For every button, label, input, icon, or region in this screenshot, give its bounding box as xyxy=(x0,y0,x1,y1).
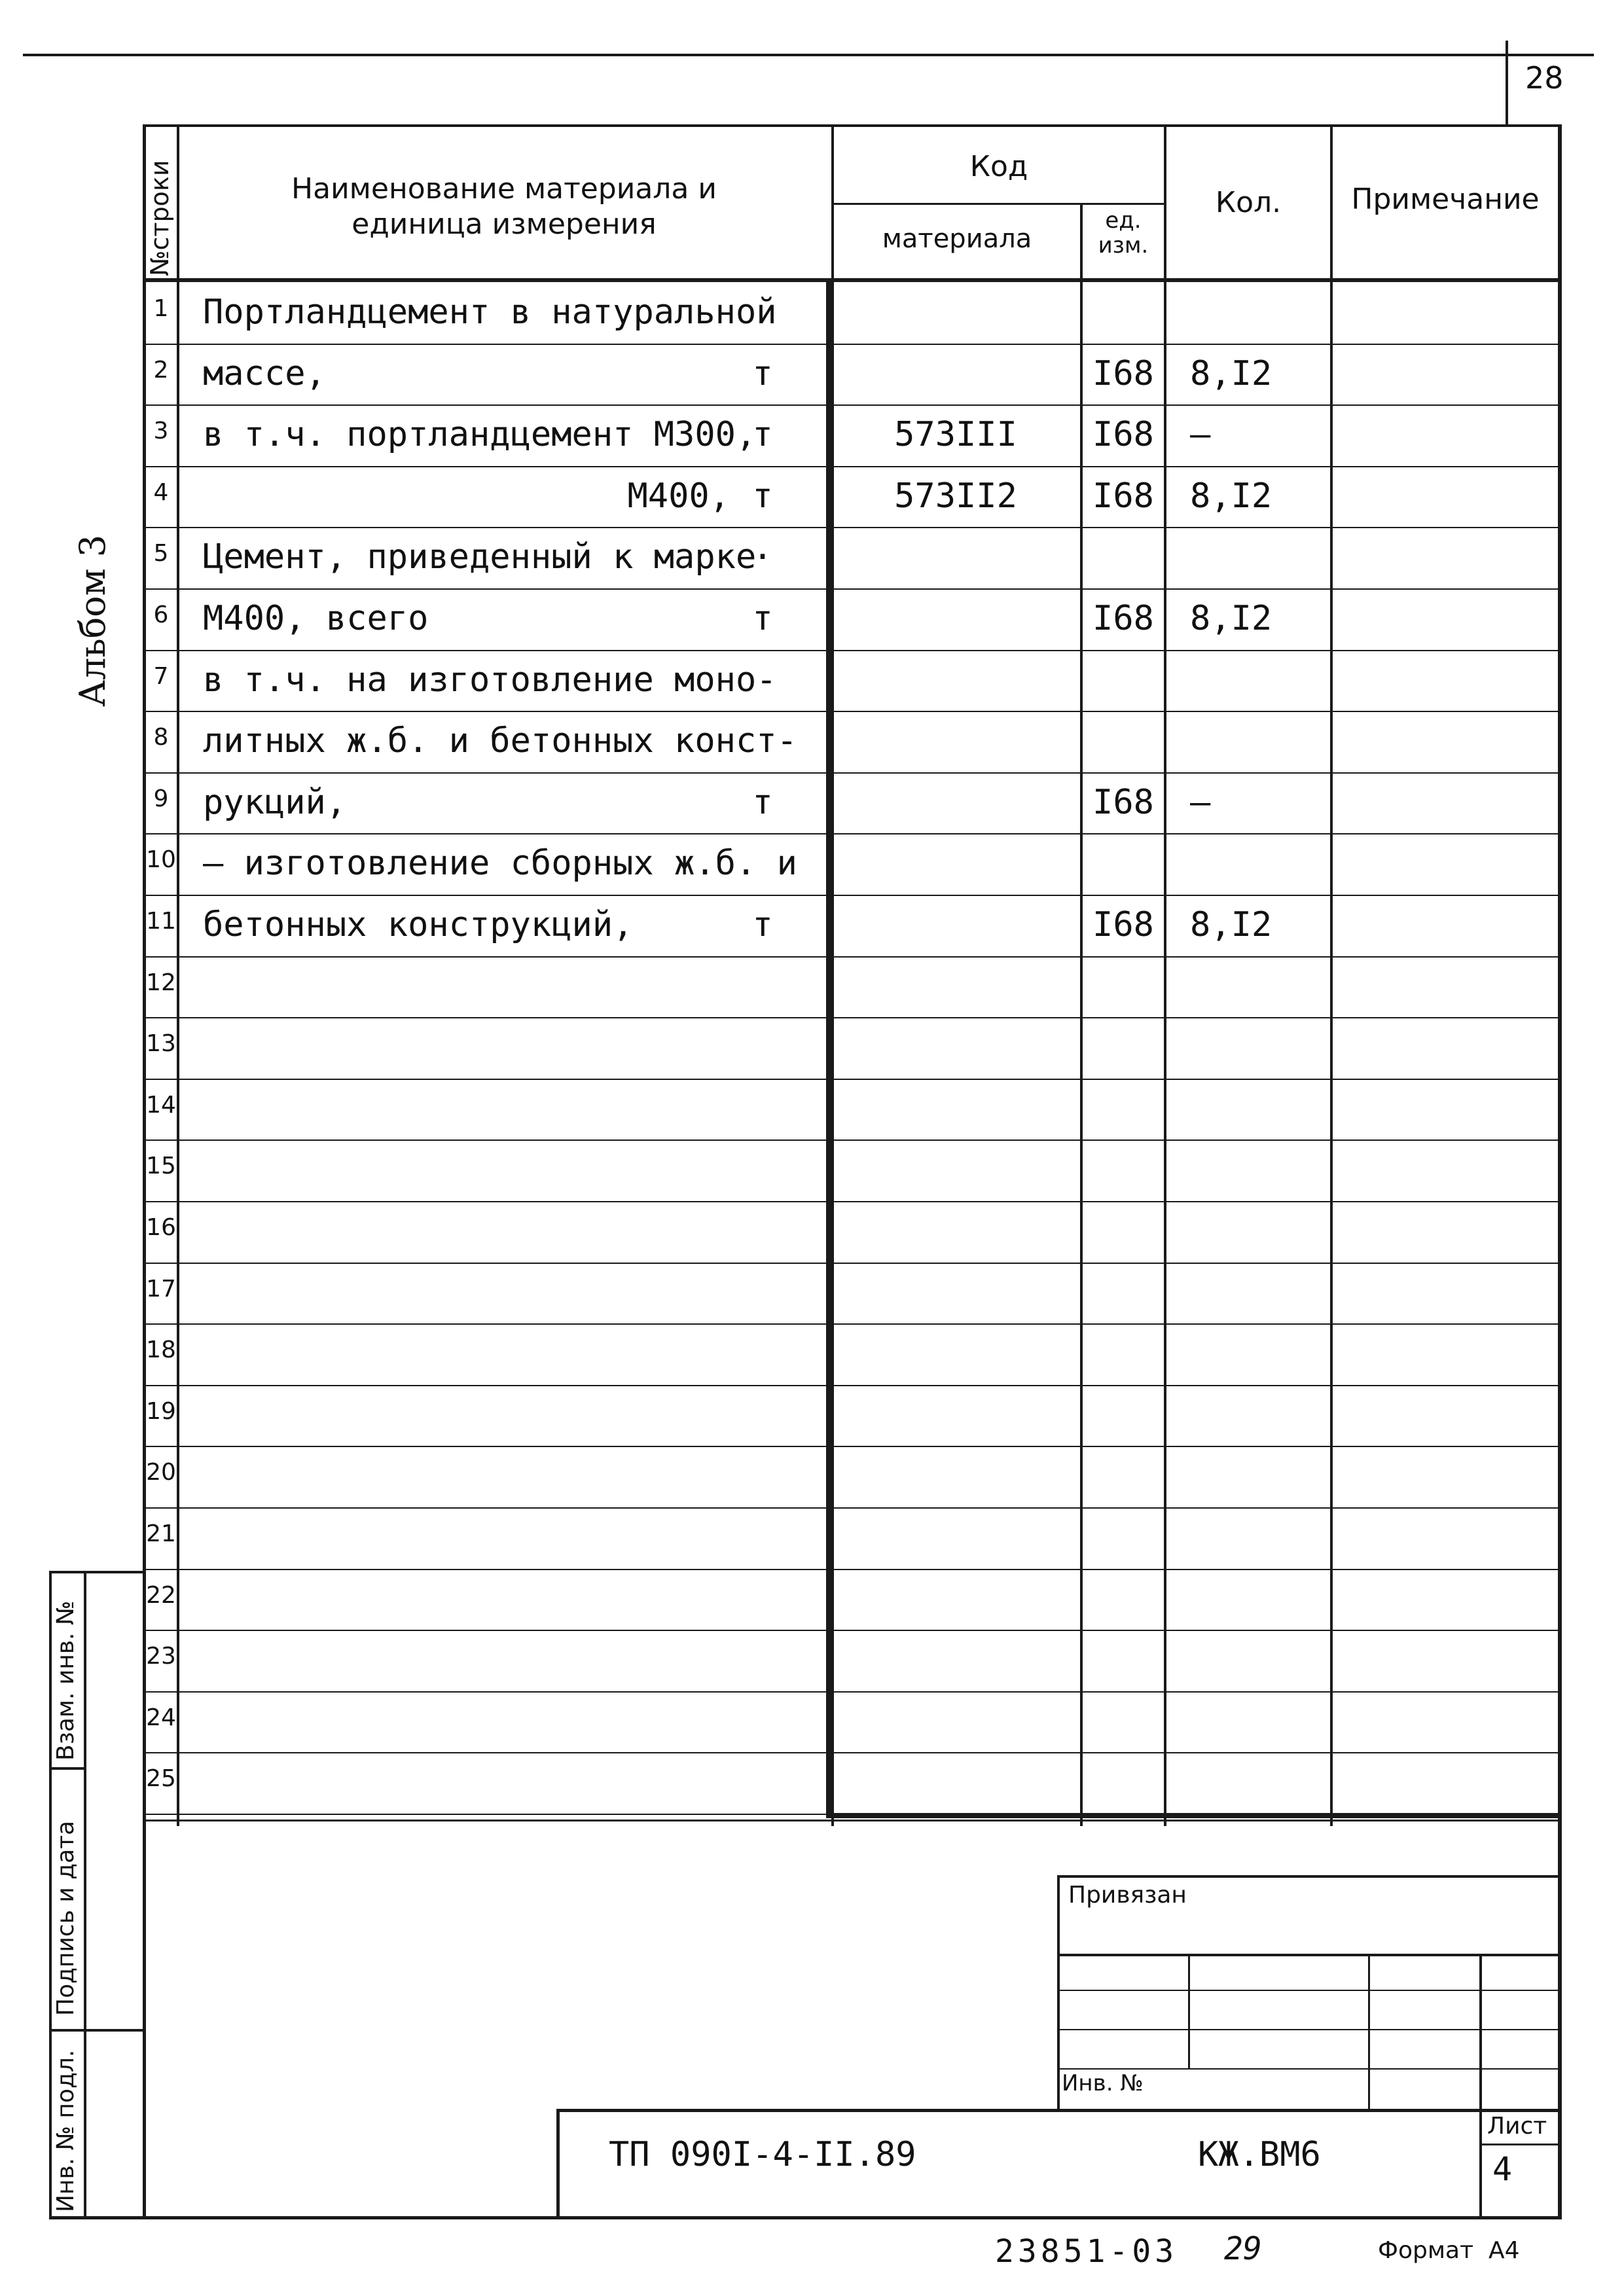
material-name: М400, всего xyxy=(203,599,429,638)
row-number: 15 xyxy=(146,1153,176,1179)
doc-code: ТП 090I-4-II.89 xyxy=(609,2135,916,2174)
row-number: 22 xyxy=(146,1582,176,1609)
row-number: 16 xyxy=(146,1214,176,1241)
row-divider xyxy=(143,1507,1561,1509)
header-name: Наименование материала и единица измерения xyxy=(291,172,717,241)
row-divider xyxy=(143,1691,1561,1693)
row-divider xyxy=(143,404,1561,406)
quantity: 8,I2 xyxy=(1190,476,1272,516)
row-number: 7 xyxy=(153,663,169,690)
row-number: 13 xyxy=(146,1030,176,1057)
unit-suffix: т xyxy=(752,783,773,822)
header-code: Код xyxy=(969,150,1028,183)
material-name: в т.ч. портландцемент М300, xyxy=(203,415,757,454)
row-divider xyxy=(143,1139,1561,1141)
unit-code: I68 xyxy=(1092,415,1154,454)
material-name: М400, xyxy=(627,476,730,516)
row-number: 9 xyxy=(153,785,169,812)
row-divider xyxy=(143,1814,1561,1815)
row-divider xyxy=(143,711,1561,712)
row-number: 25 xyxy=(146,1765,176,1792)
row-divider xyxy=(143,1630,1561,1631)
row-number: 24 xyxy=(146,1704,176,1731)
unit-suffix: т xyxy=(752,415,773,454)
stamp-inv-replace: Взам. инв. № xyxy=(52,1600,79,1761)
row-number: 4 xyxy=(153,479,169,506)
header-material: материала xyxy=(882,224,1032,254)
row-number: 2 xyxy=(153,357,169,384)
header-unit: ед. изм. xyxy=(1098,207,1149,259)
row-number: 21 xyxy=(146,1520,176,1547)
row-divider xyxy=(143,1079,1561,1080)
row-divider xyxy=(143,1569,1561,1570)
material-code: 573II2 xyxy=(894,476,1017,516)
row-divider xyxy=(143,1017,1561,1018)
row-divider xyxy=(143,1446,1561,1447)
row-divider xyxy=(143,588,1561,590)
archive-number: 23851-03 xyxy=(995,2233,1178,2270)
quantity: 8,I2 xyxy=(1190,905,1272,944)
row-number: 6 xyxy=(153,601,169,628)
sheet-number: 4 xyxy=(1492,2150,1513,2188)
material-name: массе, xyxy=(203,354,326,393)
sheet-label: Лист xyxy=(1487,2113,1547,2140)
unit-suffix: т xyxy=(752,476,773,516)
row-divider xyxy=(143,344,1561,345)
row-divider xyxy=(143,1385,1561,1386)
material-name: в т.ч. на изготовление моно- xyxy=(203,660,777,700)
material-name: литных ж.б. и бетонных конст- xyxy=(203,721,797,761)
quantity: – xyxy=(1190,415,1211,454)
unit-code: I68 xyxy=(1092,783,1154,822)
material-name: Цемент, приведенный к марке xyxy=(203,537,757,577)
row-divider xyxy=(143,772,1561,774)
row-divider xyxy=(143,895,1561,896)
material-name: бетонных конструкций, xyxy=(203,905,634,944)
row-number: 12 xyxy=(146,969,176,996)
quantity: 8,I2 xyxy=(1190,354,1272,393)
row-divider xyxy=(143,956,1561,958)
unit-suffix: т xyxy=(752,905,773,944)
row-divider xyxy=(143,1752,1561,1753)
row-divider xyxy=(143,527,1561,528)
row-divider xyxy=(143,466,1561,467)
stamp-sign-date: Подпись и дата xyxy=(52,1820,79,2016)
page-number-box-left xyxy=(1506,41,1508,126)
page-number: 28 xyxy=(1525,60,1564,96)
footer-page: 29 xyxy=(1224,2231,1262,2267)
row-divider xyxy=(143,1201,1561,1202)
header-row-no: №строки xyxy=(145,160,174,276)
bound-label: Привязан xyxy=(1068,1882,1187,1909)
unit-code: I68 xyxy=(1092,905,1154,944)
material-name: Портландцемент в натуральной xyxy=(203,293,777,332)
doc-mark: КЖ.ВМ6 xyxy=(1198,2135,1321,2174)
row-number: 18 xyxy=(146,1336,176,1363)
material-code: 573III xyxy=(894,415,1017,454)
row-number: 20 xyxy=(146,1459,176,1486)
row-number: 19 xyxy=(146,1398,176,1425)
row-number: 14 xyxy=(146,1092,176,1119)
unit-code: I68 xyxy=(1092,354,1154,393)
quantity: – xyxy=(1190,783,1211,822)
format-label: Формат А4 xyxy=(1378,2237,1520,2264)
unit-code: I68 xyxy=(1092,476,1154,516)
header-note: Примечание xyxy=(1351,183,1540,216)
row-divider xyxy=(143,1323,1561,1325)
material-name: – изготовление сборных ж.б. и xyxy=(203,844,797,883)
album-label: Альбом 3 xyxy=(72,534,113,707)
quantity: 8,I2 xyxy=(1190,599,1272,638)
unit-suffix: · xyxy=(752,537,773,577)
top-rule xyxy=(23,54,1594,56)
row-number: 3 xyxy=(153,418,169,444)
row-divider xyxy=(143,1263,1561,1264)
unit-suffix: т xyxy=(752,599,773,638)
row-number: 11 xyxy=(146,908,176,935)
row-number: 1 xyxy=(153,295,169,322)
row-divider xyxy=(143,650,1561,651)
row-number: 10 xyxy=(146,846,176,873)
stamp-inv-orig: Инв. № подл. xyxy=(52,2049,79,2212)
header-qty: Кол. xyxy=(1215,186,1282,219)
row-divider xyxy=(143,833,1561,834)
unit-suffix: т xyxy=(752,354,773,393)
row-number: 17 xyxy=(146,1276,176,1302)
row-number: 8 xyxy=(153,724,169,751)
unit-code: I68 xyxy=(1092,599,1154,638)
row-number: 23 xyxy=(146,1643,176,1670)
inv-no-label: Инв. № xyxy=(1062,2070,1144,2096)
material-name: рукций, xyxy=(203,783,347,822)
row-number: 5 xyxy=(153,540,169,567)
